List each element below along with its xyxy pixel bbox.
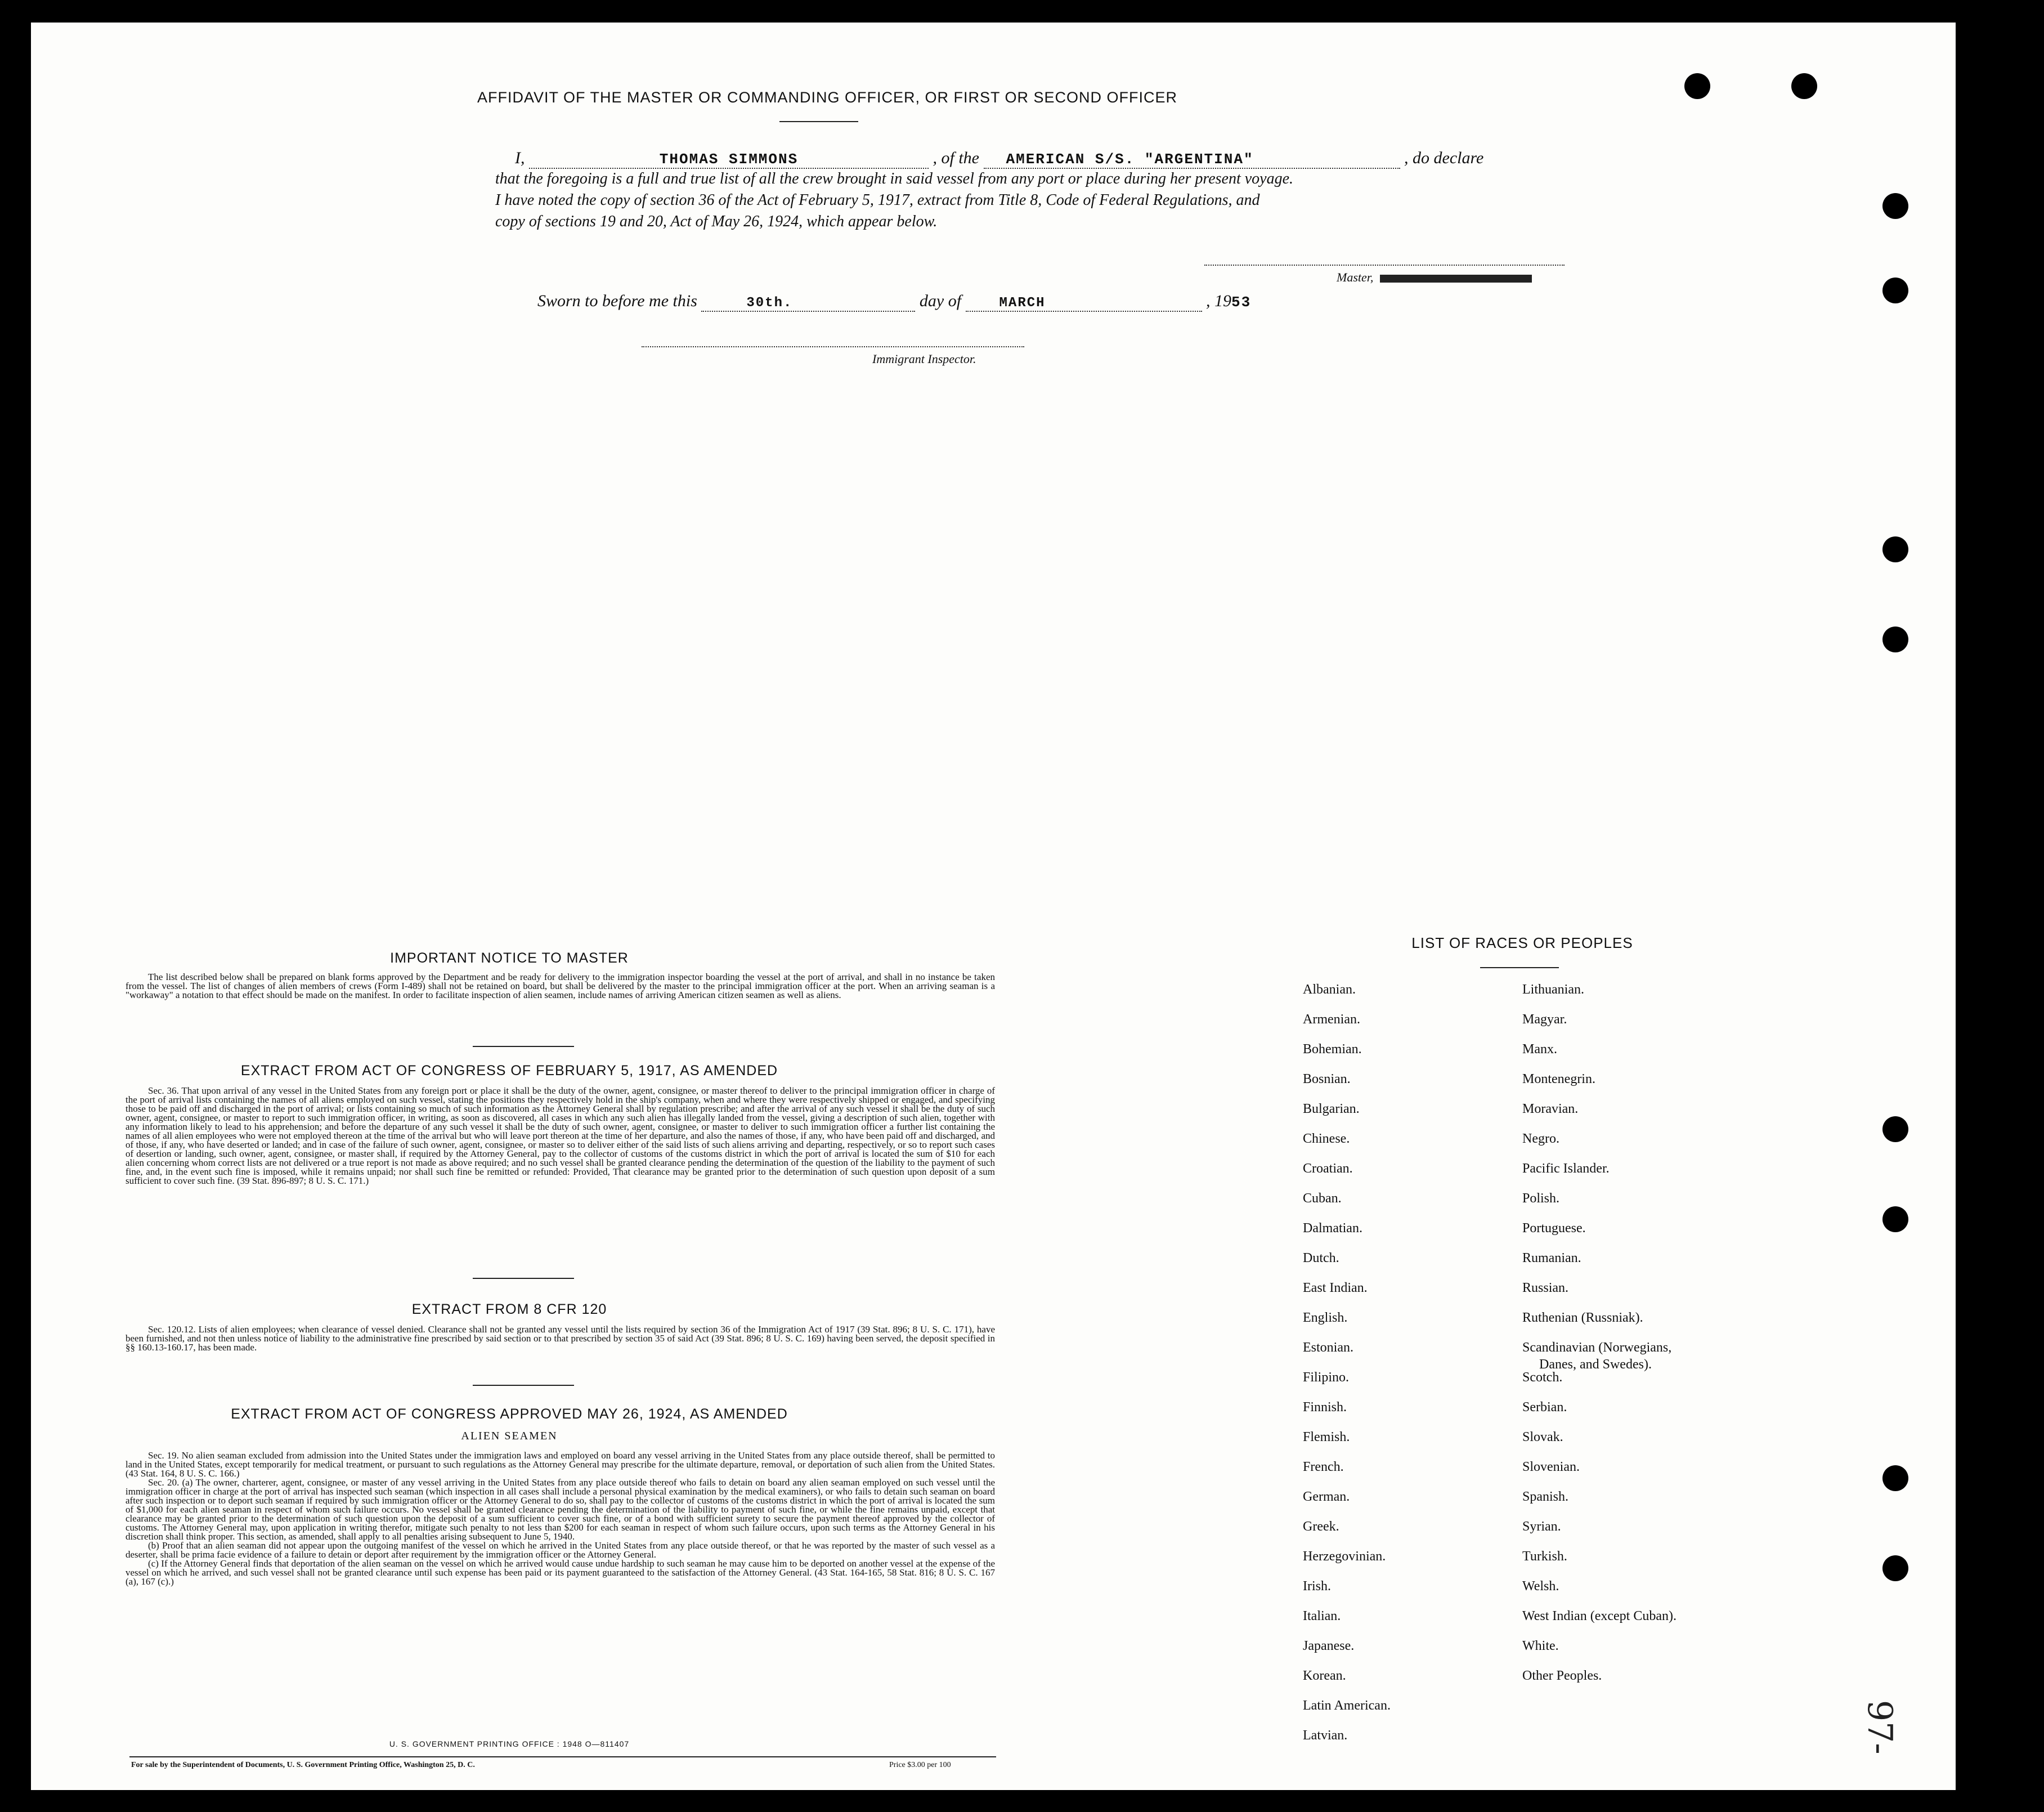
race-left-item: Croatian. bbox=[1303, 1161, 1353, 1176]
race-left-item: Albanian. bbox=[1303, 982, 1356, 997]
punch-hole-3 bbox=[1882, 193, 1908, 219]
race-left-item: Bosnian. bbox=[1303, 1072, 1351, 1086]
races-rule bbox=[1480, 967, 1559, 968]
document-sheet bbox=[31, 23, 1956, 1790]
punch-hole-8 bbox=[1882, 1206, 1908, 1232]
race-left-item: French. bbox=[1303, 1460, 1344, 1474]
extract-cfr-title: EXTRACT FROM 8 CFR 120 bbox=[411, 1301, 607, 1317]
sworn-month-field bbox=[966, 292, 1202, 312]
sec-20-b-paragraph: (b) Proof that an alien seaman did not appear upon the outgoing manifest of the vessel on which he arrived in the United States from any place outside thereof, or that he was reported by the master of such vessel as a deserter, shall be prima facie evidence of a failure to detain or deport after requirement by the immigration officer or the Attorney General. bbox=[125, 1540, 995, 1560]
race-right-item: Pacific Islander. bbox=[1522, 1161, 1610, 1176]
punch-hole-2 bbox=[1791, 73, 1817, 99]
race-right-item: Russian. bbox=[1522, 1281, 1569, 1295]
extract-cfr-rule bbox=[473, 1385, 574, 1386]
price-line: Price $3.00 per 100 bbox=[889, 1761, 951, 1769]
race-right-item: Manx. bbox=[1522, 1042, 1557, 1057]
declare-label: , do declare bbox=[1404, 149, 1484, 167]
race-left-item: Korean. bbox=[1303, 1668, 1346, 1683]
declaration-line-3: I have noted the copy of section 36 of the Act of February 5, 1917, extract from Title 8, Code of Federal Regulations, and bbox=[495, 191, 1260, 209]
race-left-item: Irish. bbox=[1303, 1579, 1331, 1594]
race-left-item: Finnish. bbox=[1303, 1400, 1347, 1415]
punch-hole-9 bbox=[1882, 1465, 1908, 1491]
race-right-item: Polish. bbox=[1522, 1191, 1560, 1206]
sworn-line bbox=[537, 292, 1251, 312]
printing-office-line: U. S. GOVERNMENT PRINTING OFFICE : 1948 O—811407 bbox=[389, 1739, 630, 1748]
affidavit-title: AFFIDAVIT OF THE MASTER OR COMMANDING OFFICER, OR FIRST OR SECOND OFFICER bbox=[477, 89, 1178, 106]
punch-hole-4 bbox=[1882, 278, 1908, 303]
race-right-item: Danes, and Swedes). bbox=[1539, 1357, 1652, 1372]
sec-19-paragraph: Sec. 19. No alien seaman excluded from admission into the United States under the immigration laws and employed on board any vessel arriving in the United States from any place outside thereof, shall be permitted to land in the United States, except temporarily for medical treatment, or pursuant to such regulations as the Attorney General may prescribe for the ultimate departure, removal, or deportation of such alien from the United States. (43 Stat. 164, 8 U. S. C. 166.) bbox=[125, 1450, 995, 1479]
sec-120-12-paragraph: Sec. 120.12. Lists of alien employees; when clearance of vessel denied. Clearance shall not be granted any vessel until the lists required by section 36 of the Immigration Act of 1917 (39 Stat. 896; 8 U. S. C. 171), have been furnished, and not then unless notice of liability to the administrative fine prescribed by said section or to that prescribed by section 35 of said Act (39 Stat. 896; 8 U. S. C. 169) having been served, the deposit specified in §§ 160.13-160.17, has been made. bbox=[125, 1324, 995, 1353]
of-the-label: , of the bbox=[933, 149, 979, 167]
extract-cfr-text bbox=[125, 1325, 995, 1352]
sec-20-c-paragraph: (c) If the Attorney General finds that deportation of the alien seaman on the vessel on which he arrived would cause undue hardship to such seaman he may cause him to be deported on another vessel at the expense of the vessel on which he arrived, and such vessel shall not be granted clearance until such expense has been paid or its payment guaranteed to the satisfaction of the Attorney General. (43 Stat. 164-165, 58 Stat. 816; 8 U. S. C. 167 (a), 167 (c).) bbox=[125, 1558, 995, 1587]
race-right-item: Scotch. bbox=[1522, 1370, 1563, 1385]
race-left-item: Italian. bbox=[1303, 1609, 1341, 1623]
race-right-item: Welsh. bbox=[1522, 1579, 1559, 1594]
master-label: Master, bbox=[1337, 270, 1374, 284]
notice-title: IMPORTANT NOTICE TO MASTER bbox=[390, 950, 629, 966]
race-right-item: Magyar. bbox=[1522, 1012, 1567, 1027]
race-right-item: White. bbox=[1522, 1639, 1559, 1653]
master-label-row bbox=[1337, 270, 1532, 285]
sworn-label: Sworn to before me this bbox=[537, 292, 697, 310]
inspector-label: Immigrant Inspector. bbox=[872, 352, 976, 366]
race-right-item: Slovenian. bbox=[1522, 1460, 1580, 1474]
extract-1917-rule bbox=[473, 1278, 574, 1279]
declaration-line-4: copy of sections 19 and 20, Act of May 26, 1924, which appear below. bbox=[495, 213, 938, 230]
race-left-item: German. bbox=[1303, 1489, 1350, 1504]
race-right-item: Other Peoples. bbox=[1522, 1668, 1602, 1683]
notice-paragraph: The list described below shall be prepared on blank forms approved by the Department and be ready for delivery to the immigration inspector boarding the vessel at the port of arrival, and shall in no instance be taken from the vessel. The list of changes of alien members of crews (Form I-489) shall not be retained on board, but shall be delivered by the master to the principal immigration officer at the port. When an arriving seaman is a "workaway" a notation to that effect should be made on the manifest. In order to facilitate inspection of alien seamen, include names of arriving American citizen seamen as well as aliens. bbox=[125, 972, 995, 1000]
race-right-item: Portuguese. bbox=[1522, 1221, 1586, 1236]
race-left-item: Dutch. bbox=[1303, 1251, 1339, 1265]
footer-rule bbox=[129, 1756, 996, 1757]
master-title-redacted bbox=[1380, 275, 1532, 283]
race-right-item: Spanish. bbox=[1522, 1489, 1569, 1504]
race-right-item: West Indian (except Cuban). bbox=[1522, 1609, 1677, 1623]
race-left-item: Latin American. bbox=[1303, 1698, 1391, 1713]
notice-text bbox=[125, 973, 995, 1000]
sec-20-a-paragraph: Sec. 20. (a) The owner, charterer, agent, consignee, or master of any vessel arriving in the United States from any place outside thereof who fails to detain on board any alien seaman employed on such vessel until the immigration officer in charge at the port of arrival has inspected such seaman (which inspection in all cases shall include a personal physical examination by the medical examiners), or who fails to detain such seaman on board after such inspection or to deport such seaman if required by such immigration officer or the Attorney General to do so, shall pay to the collector of customs of the customs district in which the port of arrival is located the sum of $1,000 for each alien seaman in respect of whom such failure occurs. No vessel shall be granted clearance pending the determination of the liability to payment of such fine, or while the fine remains unpaid, except that clearance may be granted prior to the determination of such question upon the deposit of a sum sufficient to cover such fine, or of a bond with sufficient surety to secure the payment thereof approved by the collector of customs. The Attorney General may, upon application in writing therefor, mitigate such penalty to not less than $200 for each seaman in respect of whom such failure occurs, upon such terms as the Attorney General in his discretion shall think proper. This section, as amended, shall apply to all penalties arising subsequent to June 5, 1940. bbox=[125, 1477, 995, 1542]
race-right-item: Serbian. bbox=[1522, 1400, 1567, 1415]
notice-rule bbox=[473, 1046, 574, 1047]
sec-36-paragraph: Sec. 36. That upon arrival of any vessel in the United States from any foreign port or place it shall be the duty of the owner, agent, consignee, or master thereof to deliver to the principal immigration officer in charge of the port of arrival lists containing the names of all aliens employed on such vessel, stating the positions they respectively hold in the ship's company, when and where they were respectively shipped or engaged, and specifying those to be paid off and discharged in the port of arrival; or lists containing so much of such information as the Attorney General shall by regulation prescribe; and after the arrival of any such vessel it shall be the duty of such owner, agent, consignee, or master to report to such immigration officer, in writing, as soon as discovered, all cases in which any such alien has illegally landed from the vessel, giving a description of such alien, together with any information likely to lead to his apprehension; and before the departure of any such vessel it shall be the duty of such owner, agent, consignee, or master to deliver to such immigration officer a further list containing the names of all alien employees who were not employed thereon at the time of the arrival but who will leave port thereon at the time of her departure, and also the names of those, if any, who have been paid off and discharged, and of those, if any, who have deserted or landed; and in case of the failure of such owner, agent, consignee, or master so to deliver either of the said lists of such aliens arriving and departing, respectively, or so to report such cases of desertion or landing, such owner, agent, consignee, or master shall, if required by the Attorney General, pay to the collector of customs of the customs district in which the port of arrival is located the sum of $10 for each alien concerning whom correct lists are not delivered or a true report is not made as above required; and no such vessel shall be granted clearance pending the determination of the question of the liability to the payment of such fine, and, in the event such fine is imposed, while it remains unpaid; nor shall such fine be remitted or refunded: Provided, That clearance may be granted prior to the determination of such question upon deposit of a sum sufficient to cover such fine. (39 Stat. 896-897; 8 U. S. C. 171.) bbox=[125, 1085, 995, 1186]
punch-hole-6 bbox=[1882, 627, 1908, 652]
races-title: LIST OF RACES OR PEOPLES bbox=[1411, 934, 1633, 951]
alien-seamen-subtitle: ALIEN SEAMEN bbox=[461, 1430, 558, 1442]
extract-1917-text bbox=[125, 1086, 995, 1185]
vessel-field bbox=[984, 149, 1400, 169]
punch-hole-5 bbox=[1882, 536, 1908, 562]
race-left-item: East Indian. bbox=[1303, 1281, 1368, 1295]
race-right-item: Syrian. bbox=[1522, 1519, 1561, 1534]
race-left-item: Greek. bbox=[1303, 1519, 1339, 1534]
margin-note: 97- bbox=[1860, 1700, 1899, 1755]
race-right-item: Negro. bbox=[1522, 1131, 1559, 1146]
master-signature-line bbox=[1204, 265, 1565, 266]
day-of-label: day of bbox=[919, 292, 962, 310]
race-right-item: Lithuanian. bbox=[1522, 982, 1584, 997]
race-right-item: Rumanian. bbox=[1522, 1251, 1581, 1265]
race-left-item: Latvian. bbox=[1303, 1728, 1348, 1743]
race-left-item: Cuban. bbox=[1303, 1191, 1342, 1206]
race-right-item: Montenegrin. bbox=[1522, 1072, 1595, 1086]
master-name: THOMAS SIMMONS bbox=[659, 151, 799, 168]
declaration-line-1 bbox=[515, 149, 1483, 169]
declaration-line-2: that the foregoing is a full and true list of all the crew brought in said vessel from any port or place during her present voyage. bbox=[495, 170, 1294, 187]
race-right-item: Ruthenian (Russniak). bbox=[1522, 1310, 1643, 1325]
extract-1917-title: EXTRACT FROM ACT OF CONGRESS OF FEBRUARY 5, 1917, AS AMENDED bbox=[240, 1063, 778, 1079]
i-label: I, bbox=[515, 149, 525, 167]
extract-1924-title: EXTRACT FROM ACT OF CONGRESS APPROVED MAY 26, 1924, AS AMENDED bbox=[231, 1406, 788, 1422]
year-prefix: , 19 bbox=[1206, 292, 1232, 310]
title-rule bbox=[779, 121, 858, 122]
race-left-item: Armenian. bbox=[1303, 1012, 1360, 1027]
race-right-item: Turkish. bbox=[1522, 1549, 1567, 1564]
year-suffix: 53 bbox=[1231, 294, 1252, 311]
punch-hole-1 bbox=[1684, 73, 1710, 99]
race-left-item: Japanese. bbox=[1303, 1639, 1355, 1653]
race-left-item: Estonian. bbox=[1303, 1340, 1353, 1355]
sworn-day-field bbox=[701, 292, 915, 312]
race-right-item: Slovak. bbox=[1522, 1430, 1563, 1444]
for-sale-line: For sale by the Superintendent of Documents, U. S. Government Printing Office, Washington 25, D. C. bbox=[131, 1761, 475, 1769]
race-left-item: Bulgarian. bbox=[1303, 1102, 1360, 1116]
punch-hole-7 bbox=[1882, 1116, 1908, 1142]
punch-hole-10 bbox=[1882, 1555, 1908, 1581]
extract-1924-text bbox=[125, 1451, 995, 1586]
inspector-signature-line bbox=[642, 346, 1024, 347]
race-left-item: Filipino. bbox=[1303, 1370, 1350, 1385]
race-left-item: English. bbox=[1303, 1310, 1348, 1325]
vessel-name: AMERICAN S/S. "ARGENTINA" bbox=[1006, 151, 1254, 168]
name-field bbox=[529, 149, 929, 169]
sworn-month: MARCH bbox=[999, 296, 1046, 311]
race-left-item: Bohemian. bbox=[1303, 1042, 1362, 1057]
race-left-item: Flemish. bbox=[1303, 1430, 1350, 1444]
race-right-item: Moravian. bbox=[1522, 1102, 1579, 1116]
sworn-day: 30th. bbox=[746, 296, 793, 311]
race-left-item: Dalmatian. bbox=[1303, 1221, 1362, 1236]
race-left-item: Chinese. bbox=[1303, 1131, 1350, 1146]
race-left-item: Herzegovinian. bbox=[1303, 1549, 1386, 1564]
race-right-item: Scandinavian (Norwegians, bbox=[1522, 1340, 1672, 1355]
